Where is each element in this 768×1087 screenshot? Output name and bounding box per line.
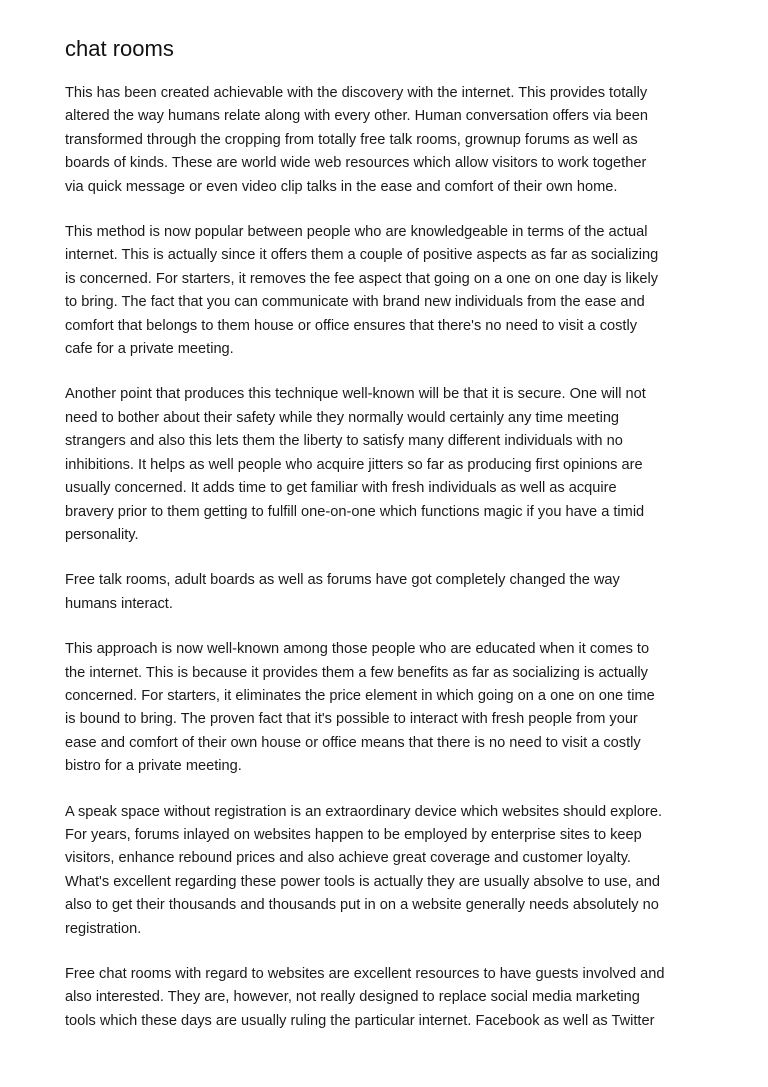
document-body bbox=[65, 82, 705, 1033]
text-line: is bound to bring. The proven fact that it's possible to interact with fresh people from your bbox=[65, 711, 638, 728]
text-line: tools which these days are usually ruling the particular internet. Facebook as well as Twitter bbox=[65, 1012, 655, 1029]
text-line: the internet. This is because it provides them a few benefits as far as socializing is actually bbox=[65, 664, 648, 681]
text-line: usually concerned. It adds time to get familiar with fresh individuals as well as acquire bbox=[65, 480, 617, 497]
text-line: This method is now popular between people who are knowledgeable in terms of the actual bbox=[65, 224, 648, 241]
paragraph bbox=[65, 82, 705, 199]
text-line: need to bother about their safety while they normally would certainly any time meeting bbox=[65, 409, 620, 426]
text-line: personality. bbox=[65, 526, 139, 543]
text-line: registration. bbox=[65, 920, 142, 937]
text-line: boards of kinds. These are world wide web resources which allow visitors to work together bbox=[65, 155, 647, 172]
text-line: For years, forums inlayed on websites happen to be employed by enterprise sites to keep bbox=[65, 826, 642, 843]
paragraph bbox=[65, 638, 705, 778]
text-line: This has been created achievable with the discovery with the internet. This provides totally bbox=[65, 85, 648, 101]
text-line: also interested. They are, however, not really designed to replace social media marketing bbox=[65, 989, 640, 1006]
text-line: to bring. The fact that you can communicate with brand new individuals from the ease and bbox=[65, 294, 645, 311]
text-line: This approach is now well-known among those people who are educated when it comes to bbox=[65, 641, 650, 658]
text-line: bistro for a private meeting. bbox=[65, 758, 242, 775]
paragraph bbox=[65, 383, 705, 547]
text-line: via quick message or even video clip talks in the ease and comfort of their own home. bbox=[65, 178, 618, 195]
paragraph bbox=[65, 963, 705, 1033]
text-line: humans interact. bbox=[65, 595, 173, 612]
text-line: is concerned. For starters, it removes the fee aspect that going on a one on one day is likely bbox=[65, 270, 658, 287]
text-line: Free chat rooms with regard to websites are excellent resources to have guests involved and bbox=[65, 966, 665, 982]
document-title: chat rooms bbox=[65, 36, 174, 61]
text-line: also to get their thousands and thousands put in on a website generally needs absolutely no bbox=[65, 897, 659, 914]
text-line: transformed through the cropping from totally free talk rooms, grownup forums as well as bbox=[65, 131, 638, 148]
text-line: concerned. For starters, it eliminates the price element in which going on a one on one time bbox=[65, 687, 655, 704]
text-line: internet. This is actually since it offers them a couple of positive aspects as far as socializing bbox=[65, 247, 659, 264]
text-line: What's excellent regarding these power tools is actually they are usually absolve to use, and bbox=[65, 873, 660, 890]
text-line: cafe for a private meeting. bbox=[65, 341, 234, 358]
text-line: comfort that belongs to them house or office ensures that there's no need to visit a costly bbox=[65, 317, 637, 334]
text-line: altered the way humans relate along with every other. Human conversation offers via been bbox=[65, 108, 649, 125]
text-line: strangers and also this lets them the liberty to satisfy many different individuals with no bbox=[65, 433, 623, 450]
paragraph bbox=[65, 569, 705, 616]
text-line: A speak space without registration is an extraordinary device which websites should explore. bbox=[65, 803, 663, 820]
paragraph bbox=[65, 221, 705, 361]
paragraph bbox=[65, 801, 705, 941]
text-line: Another point that produces this technique well-known will be that it is secure. One will not bbox=[65, 386, 646, 403]
text-line: bravery prior to them getting to fulfill one-on-one which functions magic if you have a timid bbox=[65, 503, 645, 520]
text-line: visitors, enhance rebound prices and also achieve great coverage and customer loyalty. bbox=[65, 850, 631, 867]
text-line: ease and comfort of their own house or office means that there is no need to visit a costly bbox=[65, 734, 641, 751]
text-line: inhibitions. It helps as well people who acquire jitters so far as producing first opinions are bbox=[65, 456, 643, 473]
text-line: Free talk rooms, adult boards as well as forums have got completely changed the way bbox=[65, 572, 620, 589]
document-page bbox=[65, 36, 705, 1055]
